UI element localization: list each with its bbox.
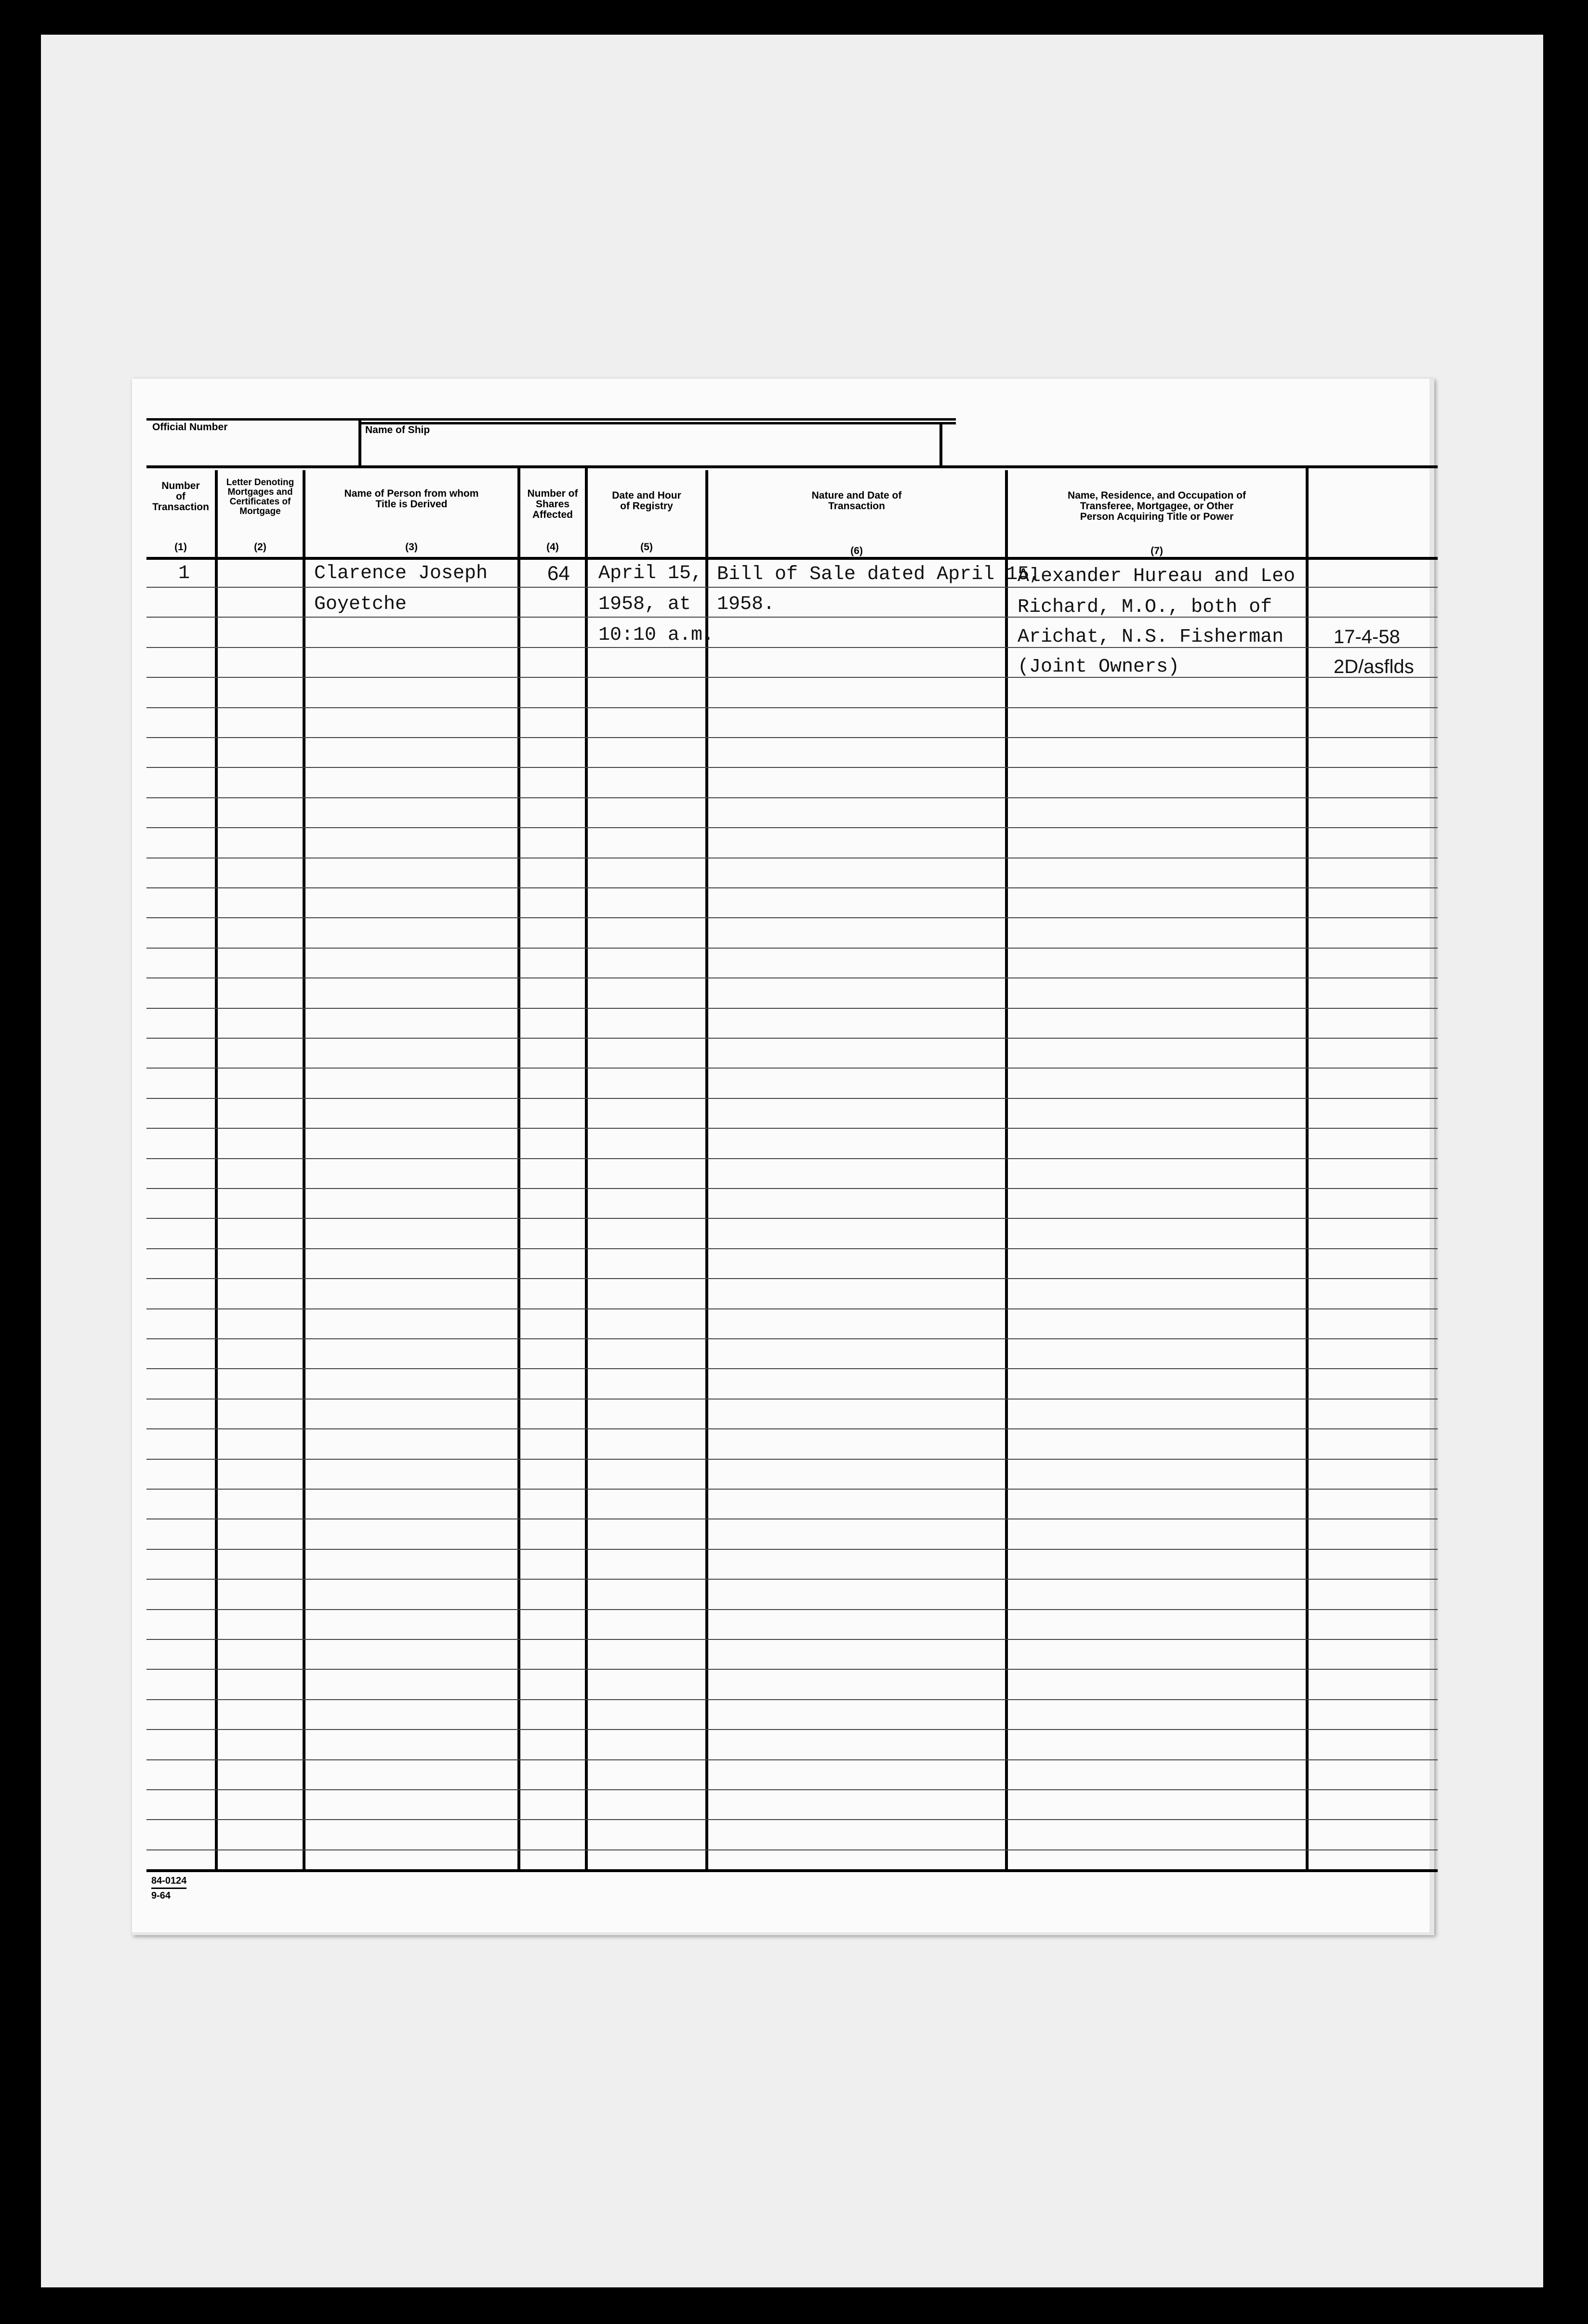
name-of-ship-label: Name of Ship bbox=[365, 424, 430, 436]
nature-line-2: 1958. bbox=[717, 594, 775, 615]
column-2-title-line: Mortgage bbox=[239, 506, 281, 516]
column-7-title-line: Transferee, Mortgagee, or Other bbox=[1080, 501, 1234, 512]
shares-affected: 64 bbox=[547, 562, 570, 584]
ruled-line bbox=[146, 1699, 1438, 1700]
column-4-title-line: Affected bbox=[532, 509, 573, 521]
column-divider-4 bbox=[585, 467, 588, 1871]
ruled-line bbox=[146, 1338, 1438, 1339]
registry-line-3: 10:10 a.m. bbox=[598, 624, 715, 646]
column-1-title bbox=[146, 481, 215, 513]
ruled-line bbox=[146, 1579, 1438, 1580]
column-divider-1 bbox=[215, 470, 218, 1871]
ruled-line bbox=[146, 1669, 1438, 1670]
column-2-title-line: Mortgages and bbox=[227, 487, 293, 497]
column-1-title-line: of bbox=[176, 491, 185, 502]
form-code bbox=[151, 1874, 186, 1902]
column-3-title bbox=[305, 489, 517, 510]
column-2-title bbox=[218, 478, 303, 516]
acquirer-line-3: Arichat, N.S. Fisherman bbox=[1018, 626, 1284, 648]
ruled-line bbox=[146, 1068, 1438, 1069]
ruled-line bbox=[146, 1038, 1438, 1039]
ruled-line bbox=[146, 1368, 1438, 1369]
ruled-line bbox=[146, 917, 1438, 918]
ruled-line bbox=[146, 1128, 1438, 1129]
column-7-number: (7) bbox=[1151, 545, 1163, 556]
ruled-line bbox=[146, 1759, 1438, 1760]
ship-name-top-rule bbox=[358, 422, 956, 424]
ruled-line bbox=[146, 1098, 1438, 1099]
transaction-number: 1 bbox=[178, 563, 190, 584]
header-bottom-rule bbox=[146, 557, 1438, 560]
ruled-line bbox=[146, 1218, 1438, 1219]
ruled-line bbox=[146, 1849, 1438, 1850]
ruled-line bbox=[146, 1729, 1438, 1730]
column-7-title-line: Person Acquiring Title or Power bbox=[1080, 511, 1234, 523]
registry-line-1: April 15, bbox=[598, 563, 703, 584]
ruled-line bbox=[146, 1278, 1438, 1279]
ruled-line bbox=[146, 1489, 1438, 1490]
ship-name-right-rule bbox=[940, 422, 942, 467]
column-4-title-line: Number of bbox=[527, 488, 578, 499]
ruled-line bbox=[146, 1459, 1438, 1460]
column-divider-2 bbox=[303, 470, 305, 1871]
ruled-line bbox=[146, 977, 1438, 978]
column-divider-5 bbox=[705, 470, 708, 1871]
column-2-title-line: Letter Denoting bbox=[226, 477, 294, 488]
ruled-line bbox=[146, 1609, 1438, 1610]
table-top-rule bbox=[146, 465, 1438, 468]
column-5-title bbox=[588, 490, 705, 512]
nature-line-1: Bill of Sale dated April 15, bbox=[717, 564, 1041, 585]
ruled-line bbox=[146, 1188, 1438, 1189]
ruled-line bbox=[146, 1819, 1438, 1820]
column-1-title-line: Number bbox=[161, 480, 200, 491]
note-date: 17-4-58 bbox=[1334, 626, 1400, 647]
ruled-line bbox=[146, 887, 1438, 888]
ruled-line bbox=[146, 1399, 1438, 1400]
column-6-title-line: Nature and Date of bbox=[811, 490, 902, 501]
form-code-number: 84-0124 bbox=[151, 1874, 186, 1889]
ruled-line bbox=[146, 1008, 1438, 1009]
ruled-line bbox=[146, 1789, 1438, 1790]
column-divider-7 bbox=[1306, 467, 1309, 1871]
column-3-title-line: Name of Person from whom bbox=[344, 488, 479, 499]
column-5-number: (5) bbox=[640, 541, 653, 553]
column-3-title-line: Title is Derived bbox=[375, 499, 448, 510]
ruled-line bbox=[146, 1639, 1438, 1640]
ruled-line bbox=[146, 797, 1438, 798]
acquirer-line-2: Richard, M.O., both of bbox=[1018, 596, 1272, 618]
column-6-title bbox=[708, 490, 1005, 512]
ship-registry-form bbox=[132, 379, 1434, 1935]
column-4-number: (4) bbox=[546, 541, 559, 553]
ruled-line bbox=[146, 737, 1438, 738]
column-6-number: (6) bbox=[850, 545, 863, 556]
ruled-line bbox=[146, 1549, 1438, 1550]
column-3-number: (3) bbox=[405, 541, 418, 553]
column-1-title-line: Transaction bbox=[152, 502, 209, 513]
form-code-date: 9-64 bbox=[151, 1890, 171, 1901]
ruled-line bbox=[146, 767, 1438, 768]
note-reference: 2D/asflds bbox=[1334, 656, 1414, 677]
table-bottom-rule bbox=[146, 1869, 1438, 1872]
ruled-line bbox=[146, 1248, 1438, 1249]
ruled-line bbox=[146, 677, 1438, 678]
column-divider-3 bbox=[517, 467, 520, 1871]
from-person-line-1: Clarence Joseph bbox=[314, 563, 488, 584]
ruled-line bbox=[146, 707, 1438, 708]
column-4-title-line: Shares bbox=[535, 499, 570, 510]
column-6-title-line: Transaction bbox=[828, 501, 885, 512]
ruled-line bbox=[146, 827, 1438, 828]
ruled-line bbox=[146, 1308, 1438, 1309]
column-5-title-line: Date and Hour bbox=[612, 490, 681, 501]
ruled-line bbox=[146, 1428, 1438, 1429]
column-2-title-line: Certificates of bbox=[229, 496, 291, 507]
registry-line-2: 1958, at bbox=[598, 594, 691, 615]
official-number-label: Official Number bbox=[152, 422, 228, 433]
header-top-rule bbox=[146, 418, 956, 421]
acquirer-line-4: (Joint Owners) bbox=[1018, 656, 1180, 678]
ruled-line bbox=[146, 948, 1438, 949]
column-4-title bbox=[520, 489, 585, 520]
column-5-title-line: of Registry bbox=[620, 501, 673, 512]
from-person-line-2: Goyetche bbox=[314, 594, 407, 615]
column-divider-6 bbox=[1005, 470, 1008, 1871]
ruled-line bbox=[146, 1158, 1438, 1159]
column-2-number: (2) bbox=[254, 541, 266, 553]
column-1-number: (1) bbox=[174, 541, 187, 553]
header-divider bbox=[358, 418, 361, 466]
column-7-title-line: Name, Residence, and Occupation of bbox=[1068, 490, 1246, 501]
acquirer-line-1: Alexander Hureau and Leo bbox=[1018, 566, 1296, 587]
column-7-title bbox=[1008, 490, 1306, 522]
